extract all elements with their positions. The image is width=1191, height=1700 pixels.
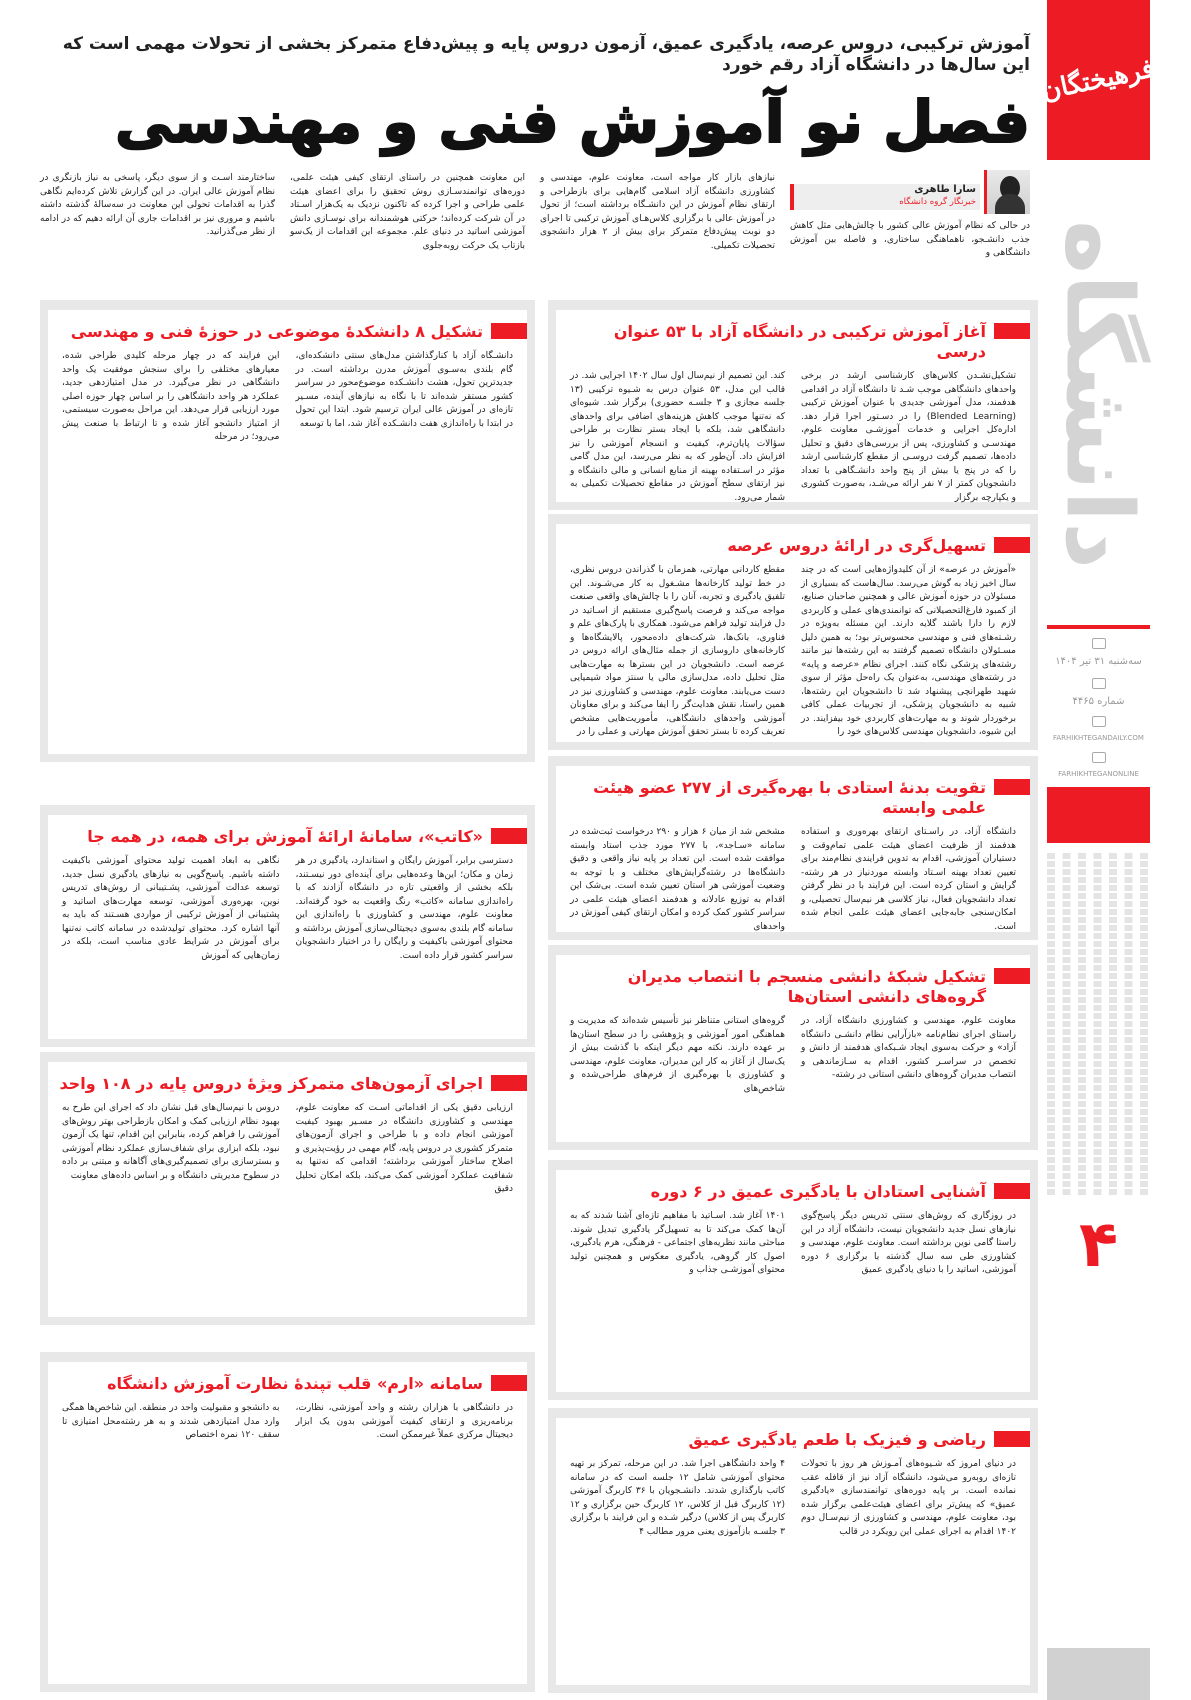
article-text: ۱۴۰۱ آغاز شد. اسـاتید با مفاهیم تازه‌ای آشنا شدند که به آن‌ها کمک می‌کند تا به تسهیل‌گر یادگیری تبدیل شوند. مباحثی مانند نظریه‌های اجتماعی - فرهنگی، هرم یادگیری، اصول کار گروهی، یادگیری معکوس و همچنین تولید محتوای آموزشـی جذاب و xyxy=(570,1211,785,1275)
article-text: دانشگاه آزاد، در راسـتای ارتقای بهره‌وری و استفاده هدفمند از ظرفیت اعضای هیئت علمی تمام‌وقت و دستیاران آموزشی، اقدام به تدوین فرایندی نظام‌مند برای تعیین تعداد بهینه اسـتاد وابسته موردنیاز در هر رشته-گرایش و استان کرده است. این فرایند با در نظر گرفتن تعداد دانشجویان فعال، نیاز کلاسی هر نیم‌سال تحصیلی، و امکان‌سنجی جابه‌جایی اعضای هیئت علمی انجام شده است. xyxy=(801,827,1016,932)
article-text: کند. این تصمیم از نیم‌سال اول سال ۱۴۰۲ اجرایی شد. در قالب این مدل، ۵۳ عنوان درس به شـیوه ترکیبی (۱۳ جلسه مجازی و ۳ جلسـه حضوری) برگزار شد. شیوه‌ای که نه‌تنها موجب کاهش هزینه‌های اضافی برای واحدهای دانشگاهی شد، بلکه با ایجاد بستر نظارت بر طراحی سؤالات پایان‌ترم، کیفیت و انسجام آموزشی را نیز افزایش داد. آن‌طور که به نظر می‌رسد، این مدل گامی مؤثر در اسـتفاده بهینه از منابع انسانی و مالی دانشگاه و نیز ارتقای سطح آموزش در مقاطع تحصیلات تکمیلی به شمار می‌رود. xyxy=(570,371,786,503)
article-title: ریاضی و فیزیک با طعم یادگیری عمیق xyxy=(688,1430,986,1449)
article-kateb xyxy=(40,805,535,1047)
headline-marker xyxy=(994,779,1030,795)
article-title: تشکیل شبکهٔ دانشی منسجم با انتصاب مدیران گروه‌های دانشی استان‌ها xyxy=(627,967,986,1006)
article-text: ارزیابی دقیق یکی از اقداماتی اسـت که معاونت علوم، مهندسی و کشاورزی دانشگاه در مسـیر بهبود کیفیت آموزشی انجام داده و با طراحی و اجرای آزمون‌های متمرکز کشوری در دروس پایه، گام مهمی در رؤیت‌پذیری و اصلاح ساختار آموزشی برداشته؛ اقدامی که نه‌تنها به شفافیت عملکرد آموزشی کمک می‌کند، بلکه امکان تحلیل دقیق xyxy=(295,1103,513,1194)
article-text: دانشـگاه آزاد با کنارگذاشتن مدل‌های سنتی دانشکده‌ای، گام بلندی به‌سـوی آموزش مدرن برداشته است. در جدیدترین تحول، هشت دانشـکده موضوع‌محور در سراسر کشور مستقر شده‌اند تا با نگاه به نیازهای آینده، مسـیر تازه‌ای در آموزش عالی ایران ترسیم شود. ابتدا این تحول در ابتدا با راه‌اندازی هفت دانشـکده آغاز شد، اما با توسعه xyxy=(295,351,513,429)
article-text: دروس با نیم‌سال‌های قبل نشان داد که اجرای این طرح به بهبود نظام ارزیابی کمک و امکان بازطراحی بهتر روش‌های آموزشی را فراهم کرده، بنابراین این اقدام، تنها یک آزمون نبود، بلکه ابزاری برای شفاف‌سازی عملکرد نظام آموزشی و بسترسازی برای تصمیم‌گیری‌های آگاهانه و مبتنی بر داده در سطوح مدیریتی دانشگاه و بر اساس داده‌های معاونت xyxy=(62,1103,280,1181)
article-exams xyxy=(40,1052,535,1325)
headline-marker xyxy=(994,1183,1030,1199)
section-label: دانشگاه xyxy=(1045,220,1153,570)
headline-marker xyxy=(994,968,1030,984)
issue-number: شماره ۴۴۶۵ xyxy=(1072,696,1125,707)
article-blended-learning xyxy=(548,300,1038,510)
headline-marker xyxy=(994,537,1030,553)
website-icon xyxy=(1092,716,1106,727)
article-text: «آموزش در عرصه» از آن کلیدواژه‌هایی است که در چند سال اخیر زیاد به گوش می‌رسد. سال‌هاست که بسیاری از مسئولان در حوزه آموزش عالی و همچنین صاحبان صنایع، از کمبود فارغ‌التحصیلانی که توانمندی‌های عملی و کاربردی لازم را دارا باشند گلایه دارند. این مسئله به‌ویژه در رشـته‌های فنی و مهندسی محسوس‌تر بود؛ به همین دلیل مسـئولان دانشگاه تصمیم گرفتند به این رشته‌ها نیز مانند رشته‌های پزشکی نگاه کنند. اجرای نظام «عرصه و پایه» در رشته‌های مهندسی، به‌عنوان یک راه‌حل مؤثر از سوی شهید طهرانچی پیشنهاد شد تا دانشجویان این رشته‌ها، شبیه به دانشجویان پزشکی، از تجربیات عملی کافی برخوردار شوند و به مهارت‌های کاربردی خود بیفزایند. در این شیوه، دانشجویان مهندسی کلاس‌های خود را xyxy=(801,565,1016,737)
website-link[interactable]: FARHIKHTEGANDAILY.COM xyxy=(1053,734,1144,742)
article-title: تقویت بدنهٔ استادی با بهره‌گیری از ۲۷۷ عضو هیئت علمی وابسته xyxy=(593,778,986,817)
article-faculties xyxy=(40,300,535,762)
article-text: دسترسی برابر، آموزش رایگان و استاندارد، یادگیری در هر زمان و مکان؛ این‌ها وعده‌هایی برای آینده‌ای دور نیسـتند، بلکه بخشی از واقعیتی تازه در دانشگاه آزادند که با راه‌اندازی سامانه «کاتب» رنگ واقعیت به خود گرفته‌اند. معاونت علوم، مهندسی و کشاورزی با راه‌اندازی این سامانه گام بلندی به‌سوی دیجیتالی‌سازی آموزش برداشته و محتوای آموزشی باکیفیت و رایگان را در اختیار دانشجویان سراسر کشور قرار داده است. xyxy=(295,856,513,961)
page-headline: فصل نو آموزش فنی و مهندسی xyxy=(114,88,1030,156)
article-text: در دانشگاهی با هزاران رشته و واحد آموزشی، نظارت، برنامه‌ریزی و ارتقای کیفیت آموزشی بدون یک ابزار دیجیتال مرکزی عملاً غیرممکن است. xyxy=(295,1403,513,1440)
article-text: مقطع کاردانی مهارتی، همزمان با گذراندن دروس نظری، در خط تولید کارخانه‌ها مشـغول به کار می‌شـوند. این تلفیق یادگیری و تجربه، آنان را با چالش‌های واقعی صنعت مواجه می‌کند و فرصت پاسخ‌گیری مستقیم از اسـاتید در دل فرایند تولید فراهم می‌شود. همکاری با پارک‌های علم و فناوری، بانک‌ها، شرکت‌های داده‌محور، پالایشگاه‌ها و کارخانه‌های داروسازی از جمله مثال‌های ارائه دروس در عرصه است. دانشجویان در این بسترها به مهارت‌هایی مثل تحلیل داده، مدل‌سازی مالی یا سنتز مواد شیمیایی دست می‌یابند. معاونت علوم، مهندسی و کشاورزی نیز در همین راستا، نقش هدایت‌گر را ایفا می‌کند و برای معاونان آموزشی واحدهای دانشگاهی، مأموریت‌هایی مشخص تعریف کرده تا بستر تحقق آموزش مهارتی و عملی را در xyxy=(570,565,785,737)
article-text: در روزگاری که روش‌های سنتی تدریس دیگر پاسخ‌گوی نیازهای نسل جدید دانشجویان نیست، دانشگاه آزاد در این راستا گامی نوین برداشته است. معاونت علوم، مهندسی و کشاورزی طی سه سال گذشته با برگزاری ۶ دوره آموزشی، اساتید را با دنیای یادگیری عمیق xyxy=(801,1211,1016,1275)
article-title: آشنایی استادان با یادگیری عمیق در ۶ دوره xyxy=(650,1182,986,1201)
article-text: این فرایند که در چهار مرحله کلیدی طراحی شده، معیارهای مختلفی را برای سنجش موفقیت یک واحد دانشگاهی در نظر می‌گیرد. در مدل امتیازدهی جدید، عملکرد هر واحد دانشگاهی را بر اساس چهار حوزه اصلی مورد ارزیابی قرار می‌دهد. این مراحل به‌صورت سیستمی، از امتیاز دانشجو آغاز شده و تا ارتباط با صنعت پیش می‌رود؛ در مرحله xyxy=(62,351,280,442)
author-photo xyxy=(984,170,1030,214)
author-name: سارا طاهری xyxy=(914,184,976,195)
divider xyxy=(1047,625,1150,629)
headline-marker xyxy=(491,1375,527,1391)
article-title: اجرای آزمون‌های متمرکز ویژهٔ دروس پایه در ۱۰۸ واحد xyxy=(59,1074,483,1093)
decorative-stripes xyxy=(1047,852,1150,1197)
lead-col-4: ساختارمند اسـت و از سوی دیگر، پاسخی به نیاز بازنگری در نظام آموزش عالی ایران. در این گزارش تلاش کرده‌ایم نگاهی گذرا به اقدامات تحولی این معاونت در سه‌سالهٔ گذشته داشته باشیم و مروری نیز بر اقدامات جاری آن ارائه دهیم که در ادامه از نظر می‌گذرانید. xyxy=(40,173,275,237)
article-aram xyxy=(40,1352,535,1692)
subheadline: آموزش ترکیبی، دروس عرصه، یادگیری عمیق، آزمون دروس پایه و پیش‌دفاع متمرکز بخشی از تحولات مهمی است که این سال‌ها در دانشگاه آزاد رقم خورد xyxy=(62,34,1030,75)
issue-date: سه‌شنبه ۳۱ تیر ۱۴۰۴ xyxy=(1055,656,1142,667)
article-field-courses xyxy=(548,514,1038,750)
social-handle[interactable]: FARHIKHTEGANONLINE xyxy=(1058,770,1139,778)
article-text: نگاهی به ابعاد اهمیت تولید محتوای آموزشی باکیفیت داشته باشیم. پاسخ‌گویی به نیازهای یادگیری نسل جدید، توسعه عدالت آموزشی، پشـتیبانی از روش‌های تدریس نوین، بهره‌وری آموزشی، توسعه مهارت‌های اساتید و پشتیبانی از آموزش ترکیبی از مواردی هسـتند که باید به آنها اشاره کرد. محتوای تولیدشده در سامانه کاتب نه‌تنها برای آموزش در شرایط عادی مناسب است، بلکه در زمان‌هایی که آموزش xyxy=(62,856,280,961)
article-text: تشکیل‌نشـدن کلاس‌های کارشناسی ارشد در برخی واحدهای دانشگاهی موجب شـد تا دانشگاه آزاد در اقدامی هدفمند، مدل آموزشی جدیدی با عنوان آموزش ترکیبی (Blended Learning) را در دسـتور اجرا قرار دهد. اداره‌کل اجرایی و خدمات آموزشـی معاونت علوم، مهندسـی و کشاورزی، پس از بررسی‌های دقیق و تحلیل داده‌ها، تصمیم گرفت دروسـی از مقطع کارشناسی ارشد را که در پنج یا بیش از پنج واحد دانشـگاهی با تعداد دانشجویان کمتر از ۷ نفر ارائه می‌شـد، به‌صورت کشوری و یکپارچه برگزار xyxy=(801,371,1017,503)
headline-marker xyxy=(994,1431,1030,1447)
article-title: سامانه «ارم» قلب تپندهٔ نظارت آموزش دانشگاه xyxy=(107,1374,483,1393)
article-faculty xyxy=(548,756,1038,940)
newspaper-icon xyxy=(1092,678,1106,689)
article-title: «کاتب»، سامانهٔ ارائهٔ آموزش برای همه، در همه جا xyxy=(87,827,483,846)
headline-marker xyxy=(491,323,527,339)
lead-col-2: نیازهای بازار کار مواجه است، معاونت علوم، مهندسی و کشاورزی دانشگاه آزاد اسلامی گام‌هایی برای بازطراحی و ارتقای نظام آموزش در این دانشـگاه برداشته است؛ از تحول در آموزش عالی با برگزاری کلاس‌هـای آموزش ترکیبی تا اجرای دو نوبت پیش‌دفاع متمرکز برای بیش از ۲ هزار دانشجوی تحصیلات تکمیلی. xyxy=(540,173,775,251)
article-text: گروه‌های استانی متناظر نیز تأسیس شده‌اند که مدیریت و هماهنگی امور آموزشی و پژوهشی را در سطح استان‌ها بر عهده دارند. نکته مهم دیگر اینکه با گذشت بیش از یک‌سال از آغاز به کار این مدیران، معاونت علوم، مهندسی و کشاورزی با بهره‌گیری از فرم‌های طراحی‌شده و شاخص‌های xyxy=(570,1016,785,1094)
article-text: مشخص شد از میان ۶ هزار و ۲۹۰ درخواست ثبت‌شده در سامانه «سـاجد»، با ۲۷۷ مورد جذب استاد وابسته موافقت شده است. این تعداد بر پایه نیاز واقعی و دقیق دانشگاه‌ها در رشته‌گرایش‌های مختلف و با توجه به وضعیت آموزشی هر استان تعیین شده است. بی‌شک این اقدام به توزیع عادلانه و هدفمند اعضای هیئت علمی در سراسر کشور کمک کرده و امکان ارتقای کیفی آموزش در واحدهای xyxy=(570,827,785,932)
article-math-physics xyxy=(548,1408,1038,1693)
headline-marker xyxy=(994,323,1030,339)
article-deep-learning xyxy=(548,1160,1038,1400)
newspaper-logo: فرهیختگان xyxy=(1047,0,1150,160)
article-text: معاونت علوم، مهندسی و کشاورزی دانشگاه آزاد، در راستای اجرای نظام‌نامه «بازآرایی نظام دانشـی دانشگاه آزاد» و حرکت به‌سوی ایجاد شـبکه‌ای هدفمند از دانش و تخصص در سراسـر کشور، اقدام به سـازماندهی و انتصاب مدیران گروه‌های دانشی استانی در رشته- xyxy=(801,1016,1016,1080)
article-title: تشکیل ۸ دانشکدهٔ موضوعی در حوزهٔ فنی و مهندسی xyxy=(70,322,483,341)
article-knowledge-network xyxy=(548,945,1038,1150)
article-title: آغاز آموزش ترکیبی در دانشگاه آزاد با ۵۳ عنوان درسی xyxy=(613,322,986,361)
article-text: ۴ واحد دانشگاهی اجرا شد. در این مرحله، تمرکز بر تهیه محتوای آموزشی شامل ۱۲ جلسه است که در سامانه کاتب بارگذاری شدند. دانشـجویان با ۳۶ کاربرگ آموزشی (۱۲ کاربرگ قبل از کلاس، ۱۲ کاربرگ حین برگزاری و ۱۲ کاربرگ پس از کلاس) درگیر شـده و این فرایند با برگزاری ۳ جلسـه بازآموزی یعنی مرور مطالب ۴ xyxy=(570,1459,786,1537)
author-role: خبرنگار گروه دانشگاه xyxy=(899,197,976,207)
headline-marker xyxy=(491,1075,527,1091)
social-icon xyxy=(1092,752,1106,763)
calendar-icon xyxy=(1092,638,1106,649)
sidebar xyxy=(1039,0,1158,1700)
page-number: ۴ xyxy=(1078,1208,1119,1282)
article-title: تسهیل‌گری در ارائهٔ دروس عرصه xyxy=(727,536,986,555)
headline-marker xyxy=(491,828,527,844)
lead-col-1: در حالی که نظام آموزش عالی کشور با چالش‌هایی مثل کاهش جذب دانشـجو، ناهماهنگی ساختاری، و فاصله بین آموزش دانشگاهی و xyxy=(790,221,1030,258)
author-byline xyxy=(790,170,1030,214)
article-text: به دانشجو و مقبولیت واحد در منطقه. این شاخص‌ها همگی وارد مدل امتیازدهی شدند و به هر رشته‌محل امتیازی تا سقف ۱۲۰ نمره اختصاص xyxy=(62,1403,280,1440)
article-text: در دنیای امروز که شـیوه‌های آمـوزش هر روز با تحولات تازه‌ای روبه‌رو می‌شود، دانشگاه آزاد نیز از قافله عقب نمانده است. بر پایه دوره‌های توانمندسازی «یادگیری عمیق» که پیش‌تر برای اعضای هیئت‌علمی برگزار شده بود، معاونت علوم، مهندسی و کشاورزی از نیم‌سـال دوم ۱۴۰۲ اقدام به اجرای عملی این رویکرد در قالب xyxy=(801,1459,1016,1537)
lead-col-3: این معاونت همچنین در راستای ارتقای کیفی هیئت علمی، دوره‌های توانمندسـازی روش تحقیق را برای اعضای هیئت علمی طراحی و اجرا کرده که تاکنون نزدیک به یک‌هزار اسـتاد در آن شرکت کرده‌اند؛ حرکتی هوشمندانه برای نوسـازی دانش آموزشی اساتید در دنیای علم. مجموعه این اقدامات از یک‌سو بازتاب یک حرکت روبه‌جلوی xyxy=(290,173,525,251)
red-block xyxy=(1047,787,1150,843)
footer-block xyxy=(1047,1648,1150,1700)
